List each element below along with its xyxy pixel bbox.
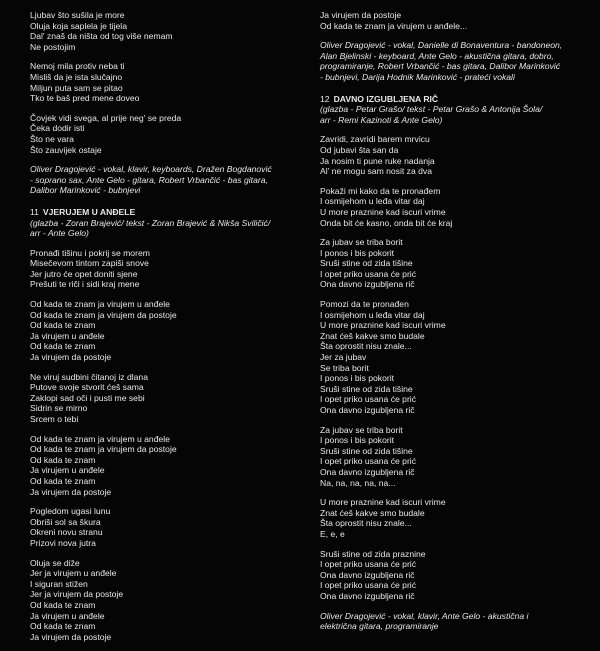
lyric-line: Ljubav što sušila je more <box>30 10 125 20</box>
lyric-line: Od kada te znam ja virujem u anđele <box>30 433 170 444</box>
lyric-line: Jer ja virujem u anđele <box>30 568 117 579</box>
stanza <box>320 425 600 489</box>
stanza <box>320 497 600 539</box>
lyric-line: U more praznine kad iscuri vrime <box>320 206 446 217</box>
lyric-line: Al' ne mogu sam nosit za dva <box>320 166 432 177</box>
lyric-line: Obriši sol sa škura <box>30 516 101 527</box>
stanza <box>320 10 600 31</box>
stanza <box>320 186 600 228</box>
lyric-line: Pomozi da te pronađen <box>320 299 409 310</box>
lyric-line: Sidrin se mirno <box>30 403 88 414</box>
lyrics-block-a <box>30 10 312 155</box>
lyric-line: Se triba borit <box>320 362 369 373</box>
lyric-line: Čovjek vidi svega, al prije neg' se preda <box>30 112 182 123</box>
song-title: VJERUJEM U ANĐELE <box>42 206 136 217</box>
text-line: (glazba - Zoran Brajević/ tekst - Zoran Brajević & Nikša Sviličić/ <box>30 217 271 228</box>
song-11-heading <box>30 207 312 218</box>
lyric-line: Prizovi nova jutra <box>30 537 96 548</box>
stanza <box>30 558 312 643</box>
lyric-line: I ponos i bis pokorit <box>320 247 395 258</box>
lyric-line: Ja virujem u anđele <box>30 465 105 476</box>
lyric-line: Od jubavi šta san da <box>320 144 399 155</box>
lyric-line: Znat ćeš kakve smo budale <box>320 507 425 518</box>
lyric-line: I ponos i bis pokorit <box>320 373 395 384</box>
text-line: Oliver Dragojević - vokal, klavir, Ante Gelo - akustična i <box>320 610 529 621</box>
lyrics-block-c <box>320 10 600 31</box>
lyric-line: Prešuti te riči i sidi kraj mene <box>30 279 140 290</box>
text-line: - bubnjevi, Darija Hodnik Marinković - prateći vokali <box>320 71 515 82</box>
lyric-line: Miljun puta sam se pitao <box>30 82 123 93</box>
lyric-line: Što zauvijek ostaje <box>30 144 102 155</box>
lyric-line: Sruši stine od zida tišine <box>320 445 413 456</box>
song-number: 12 <box>320 93 330 104</box>
lyric-line: I siguran stižen <box>30 578 88 589</box>
stanza <box>30 506 312 548</box>
lyric-line: I opet priko usana će prić <box>320 268 417 279</box>
lyric-line: Ja virujem da postoje <box>30 352 112 363</box>
text-line: - soprano sax, Ante Gelo - gitara, Robert Vrbančić - bas gitara, <box>30 174 268 185</box>
lyric-line: Jer jutro će opet doniti sjene <box>30 268 138 279</box>
lyric-line: U more praznine kad iscuri vrime <box>320 497 446 508</box>
text-line: arr - Remi Kazinoti & Ante Gelo) <box>320 114 443 125</box>
lyric-line: Od kada te znam <box>30 475 96 486</box>
credits-song-11 <box>320 40 600 82</box>
lyric-line: Tko te baš pred mene doveo <box>30 93 140 104</box>
lyric-line: Misliš da je ista slučajno <box>30 71 123 82</box>
text-line: (glazba - Petar Grašo/ tekst - Petar Grašo & Antonija Šola/ <box>320 104 543 115</box>
lyric-line: Onda bit će kasno, onda bit će kraj <box>320 217 453 228</box>
lyric-line: Od kada te znam ja virujem da postoje <box>30 444 177 455</box>
lyric-line: Zaklopi sad oči i pusti me sebi <box>30 392 145 403</box>
lyric-line: Sruši stine od zida tišine <box>320 383 413 394</box>
lyric-line: Dal' znaš da ništa od tog više nemam <box>30 31 173 42</box>
lyric-line: I opet priko usana će prić <box>320 559 417 570</box>
stanza <box>30 299 312 363</box>
lyric-line: Za jubav se triba borit <box>320 237 403 248</box>
lyric-line: Ona davno izgubljena rič <box>320 466 415 477</box>
lyric-line: Oluja se diže <box>30 557 80 568</box>
text-line: arr - Ante Gelo) <box>30 228 89 239</box>
lyric-line: Zavridi, zavridi barem mrvicu <box>320 134 430 145</box>
lyrics-block-d <box>320 134 600 601</box>
lyric-line: Ona davno izgubljena rič <box>320 590 415 601</box>
credits-song-10 <box>30 164 312 196</box>
text-line: programiranje, Robert Vrbančić - bas gitara, Dalibor Marinković <box>320 61 561 72</box>
lyric-line: Čeka dodir isti <box>30 123 85 134</box>
lyric-line: Ja virujem da postoje <box>320 10 402 20</box>
song-12-heading <box>320 94 600 105</box>
lyric-line: I osmijehom u leđa vitar daj <box>320 196 425 207</box>
lyric-line: Ja virujem u anđele <box>30 610 105 621</box>
lyric-line: U more praznine kad iscuri vrime <box>320 320 446 331</box>
lyric-line: Pogledom ugasi lunu <box>30 506 111 517</box>
text-line: Oliver Dragojević - vokal, Danielle di Bonaventura - bandoneon, <box>320 40 563 51</box>
left-column <box>30 10 312 651</box>
lyric-line: Ja nosim ti pune ruke nadanja <box>320 155 435 166</box>
lyric-line: I opet priko usana će prić <box>320 394 417 405</box>
song-11-credits-line <box>30 218 312 239</box>
lyric-line: Na, na, na, na, na... <box>320 477 396 488</box>
stanza <box>30 10 312 52</box>
right-column <box>320 10 600 643</box>
stanza <box>320 134 600 176</box>
lyric-line: E, e, e <box>320 528 345 539</box>
song-12-credits-line <box>320 104 600 125</box>
lyric-line: Ja virujem u anđele <box>30 330 105 341</box>
lyric-line: I ponos i bis pokorit <box>320 435 395 446</box>
text-line: Dalibor Marinković - bubnjevi <box>30 185 141 196</box>
lyric-line: Srcem o tebi <box>30 414 79 424</box>
lyric-line: Misečevom tintom zapiši snove <box>30 258 149 269</box>
lyric-line: I opet priko usana će prić <box>320 456 417 467</box>
lyric-line: Sruši stine od zida tišine <box>320 258 413 269</box>
stanza <box>320 237 600 290</box>
lyric-line: Od kada te znam <box>30 621 96 632</box>
text-line: Alan Bjelinski - keyboard, Ante Gelo - akustična gitara, dobro, <box>320 50 554 61</box>
lyric-line: Ona davno izgubljena rič <box>320 405 415 415</box>
stanza <box>320 299 600 416</box>
lyric-line: Znat ćeš kakve smo budale <box>320 330 425 341</box>
text-line: električna gitara, programiranje <box>320 621 439 632</box>
lyric-line: Jer za jubav <box>320 352 367 363</box>
lyric-line: Od kada te znam ja virujem u anđele... <box>320 20 468 31</box>
lyric-line: Od kada te znam <box>30 320 96 331</box>
lyric-line: Što ne vara <box>30 133 74 144</box>
lyric-line: Ne viruj sudbini čitanoj iz dlana <box>30 371 148 382</box>
lyric-line: Okreni novu stranu <box>30 527 103 538</box>
stanza <box>320 549 600 602</box>
lyric-line: Sruši stine od zida praznine <box>320 548 426 559</box>
song-title: DAVNO IZGUBLJENA RIČ <box>333 93 439 104</box>
lyric-line: Pronađi tišinu i pokrij se morem <box>30 247 150 258</box>
lyric-line: Ne postojim <box>30 41 76 52</box>
song-number: 11 <box>30 206 39 217</box>
lyric-line: Ja virujem da postoje <box>30 486 112 497</box>
lyric-line: Ja virujem da postoje <box>30 631 112 642</box>
lyric-line: Ona davno izgubljena rič <box>320 279 415 290</box>
stanza <box>30 248 312 290</box>
lyric-line: Od kada te znam <box>30 341 96 352</box>
lyric-line: Pokaži mi kako da te pronađem <box>320 185 441 196</box>
credits-song-12 <box>320 611 600 632</box>
lyric-line: Nemoj mila protiv neba ti <box>30 61 125 72</box>
stanza <box>30 61 312 103</box>
lyric-line: Ona davno izgubljena rič <box>320 569 415 580</box>
lyric-line: Šta oprostit nisu znale... <box>320 518 412 529</box>
text-line: Oliver Dragojević - vokal, klavir, keyboards, Dražen Bogdanović <box>30 164 272 175</box>
lyric-line: Za jubav se triba borit <box>320 424 403 435</box>
lyric-line: I osmijehom u leđa vitar daj <box>320 309 425 320</box>
stanza <box>30 372 312 425</box>
lyric-line: I opet priko usana će prić <box>320 580 417 591</box>
stanza <box>30 113 312 155</box>
lyric-line: Oluja koja saplela je tijela <box>30 20 127 31</box>
stanza <box>30 434 312 498</box>
lyric-line: Od kada te znam <box>30 454 96 465</box>
lyric-line: Jer ja virujem da postoje <box>30 589 124 600</box>
lyrics-block-b <box>30 248 312 643</box>
lyric-line: Od kada te znam ja virujem da postoje <box>30 309 177 320</box>
lyric-line: Putove svoje stvorit ćeš sama <box>30 382 144 393</box>
lyric-line: Šta oprostit nisu znale... <box>320 341 412 352</box>
lyric-line: Od kada te znam <box>30 599 96 610</box>
lyric-line: Od kada te znam ja virujem u anđele <box>30 299 170 310</box>
